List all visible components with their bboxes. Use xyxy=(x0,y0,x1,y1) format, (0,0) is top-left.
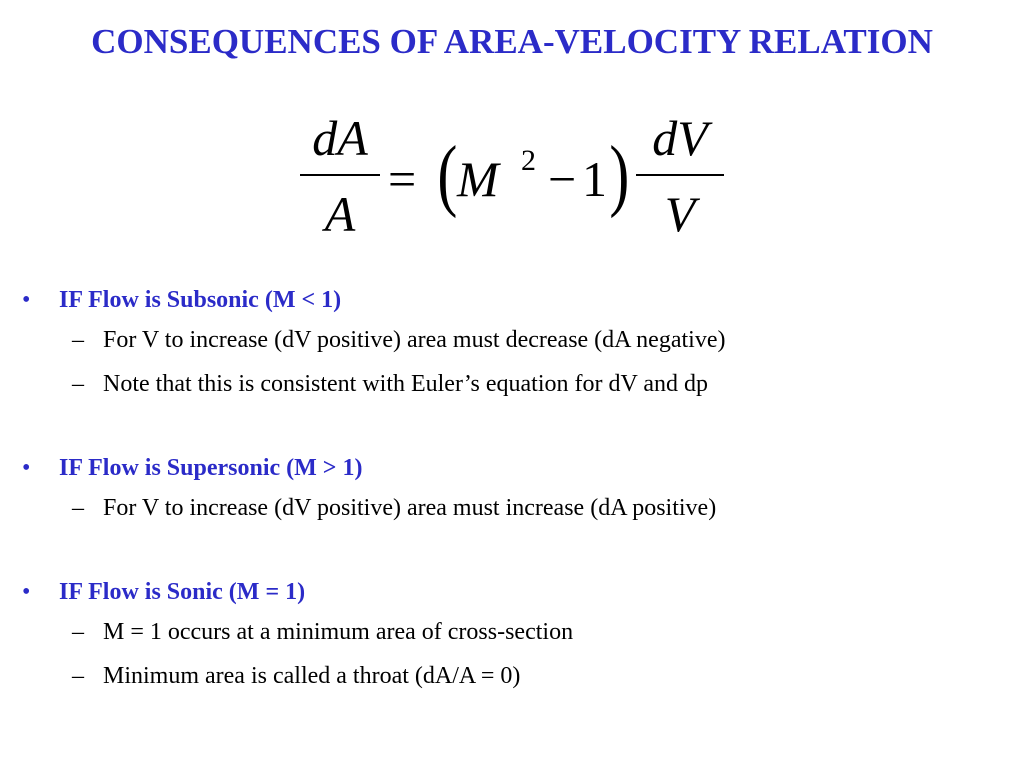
dash-icon: – xyxy=(72,663,84,689)
list-item-text: Note that this is consistent with Euler’s equation for dV and dp xyxy=(103,371,709,397)
constant-one: 1 xyxy=(582,151,607,207)
dash-icon: – xyxy=(72,495,84,521)
lhs-fraction-bar xyxy=(300,174,380,176)
slide-body xyxy=(22,282,1002,698)
lhs-numerator: dA xyxy=(312,110,368,166)
list-item-text: For V to increase (dV positive) area must increase (dA positive) xyxy=(103,495,717,521)
bullet-icon: • xyxy=(22,455,31,481)
section-heading: IF Flow is Sonic (M = 1) xyxy=(59,579,306,605)
area-velocity-equation xyxy=(300,108,730,258)
slide-title: CONSEQUENCES OF AREA-VELOCITY RELATION xyxy=(91,22,933,61)
mach-exponent: 2 xyxy=(521,144,536,177)
section-supersonic xyxy=(22,450,1002,486)
section-subsonic xyxy=(22,282,1002,318)
lhs-denominator: A xyxy=(324,186,356,242)
section-heading: IF Flow is Supersonic (M > 1) xyxy=(59,455,363,481)
bullet-icon: • xyxy=(22,579,31,605)
close-paren: ) xyxy=(609,131,630,219)
list-item xyxy=(22,318,1002,362)
dash-icon: – xyxy=(72,371,84,397)
rhs-denominator: V xyxy=(664,186,696,242)
open-paren: ( xyxy=(437,131,458,219)
list-item xyxy=(22,654,1002,698)
list-item xyxy=(22,610,1002,654)
list-item xyxy=(22,362,1002,406)
rhs-numerator: dV xyxy=(652,110,708,166)
mach-symbol: M xyxy=(457,151,499,207)
dash-icon: – xyxy=(72,619,84,645)
section-sonic xyxy=(22,574,1002,610)
list-item-text: M = 1 occurs at a minimum area of cross-section xyxy=(103,619,574,645)
dash-icon: – xyxy=(72,327,84,353)
list-item-text: Minimum area is called a throat (dA/A = 0) xyxy=(103,663,521,689)
list-item-text: For V to increase (dV positive) area must decrease (dA negative) xyxy=(103,327,726,353)
minus-sign: − xyxy=(548,151,577,207)
section-heading: IF Flow is Subsonic (M < 1) xyxy=(59,287,342,313)
equals-sign: = xyxy=(388,151,417,207)
rhs-fraction-bar xyxy=(636,174,724,176)
lhs-fraction xyxy=(300,108,380,244)
rhs-fraction xyxy=(636,108,724,244)
list-item xyxy=(22,486,1002,530)
bullet-icon: • xyxy=(22,287,31,313)
